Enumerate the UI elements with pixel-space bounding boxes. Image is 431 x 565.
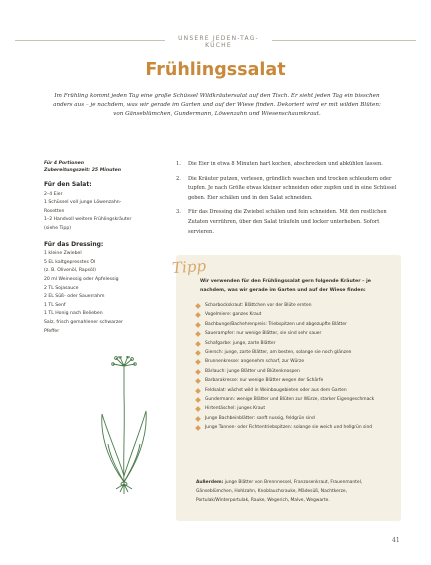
ingredient-item: (z. B. Olivenöl, Rapsöl) (44, 268, 96, 274)
ingredient-item: 20 ml Weinessig oder Apfelessig (44, 276, 119, 282)
ingredient-item: Pfeffer (44, 328, 60, 334)
herb-item (196, 423, 392, 432)
tip-also (196, 478, 392, 505)
herb-item (196, 357, 392, 366)
herb-text: Bachbunge/Bachehrenpreis: Triebspitzen und abgezupfte Blätter (205, 321, 347, 327)
ingredient-item: 2–4 Eier (44, 191, 63, 197)
dressing-ingredient-list (44, 250, 144, 336)
herb-item (196, 348, 392, 357)
herb-text: Brunnenkresse: angenehm scharf, zur Würze (205, 359, 305, 365)
herb-text: Schafgarbe: junge, zarte Blätter (205, 340, 276, 346)
salad-heading: Für den Salat: (44, 181, 92, 188)
herb-text: Gundermann: wenige Blätter und Blüten zur Würze, starker Eigengeschmack (205, 397, 375, 403)
step-text: Die Eier in etwa 8 Minuten hart kochen, abschrecken und abkühlen lassen. (188, 161, 383, 167)
herb-text: Vogelmiere: ganzes Kraut (205, 312, 262, 318)
diamond-bullet-icon (195, 369, 201, 375)
recipe-title: Frühlingssalat (145, 60, 286, 80)
herb-item (196, 339, 392, 348)
tip-label: Tipp (171, 256, 207, 278)
herb-item (196, 386, 392, 395)
ingredient-item: 1 Schüssel voll junge Löwenzahn- (44, 200, 122, 206)
herb-item (196, 320, 392, 329)
diamond-bullet-icon (195, 378, 201, 384)
portions-label: Für 4 Portionen (44, 161, 84, 166)
herb-text: Junge Tannen- oder Fichtentriebspitzen: solange sie weich und hellgrün sind (205, 425, 373, 431)
herb-item (196, 404, 392, 413)
herb-text: Giersch: junge, zarte Blätter, am besten, solange sie noch glänzen (205, 350, 352, 356)
preparation-steps (176, 160, 402, 242)
step-number: 1. (176, 161, 181, 167)
diamond-bullet-icon (195, 303, 201, 309)
header-rule-left (15, 40, 165, 41)
ingredient-item: 5 EL kaltgepresstes Öl (44, 259, 96, 265)
herb-text: Hirtentäschel: junges Kraut (205, 406, 266, 412)
step-text: Für das Dressing die Zwiebel schälen und fein schneiden. Mit den restlichen Zutaten verrühren, über den Salat träufeln und locker unterheben. Sofort servieren. (188, 209, 387, 235)
herb-text: Sauerampfer: nur wenige Blätter, sie sind sehr sauer (205, 331, 322, 337)
diamond-bullet-icon (195, 425, 201, 431)
diamond-bullet-icon (195, 341, 201, 347)
diamond-bullet-icon (195, 350, 201, 356)
ingredient-item: 2 TL Sojasauce (44, 285, 79, 291)
diamond-bullet-icon (195, 360, 201, 366)
diamond-bullet-icon (195, 322, 201, 328)
herb-text: Barbarakresse: nur wenige Blätter wegen der Schärfe (205, 378, 324, 384)
step-number: 2. (176, 175, 181, 182)
herb-text: Scharbockskraut: Blättchen vor der Blüte ernten (205, 303, 312, 308)
ingredient-item: 2 EL Süß- oder Sauerrahm (44, 294, 105, 300)
herb-text: Bärlauch: junge Blätter und Blütenknospen (205, 368, 300, 374)
diamond-bullet-icon (195, 397, 201, 403)
herb-list (196, 301, 392, 433)
ingredient-item: 1–2 Handvoll weitere Frühlingskräuter (44, 217, 132, 223)
herb-item (196, 395, 392, 404)
herb-text: Junge Bachbeinblätter: sanft nussig, feldgrün sind (205, 415, 315, 421)
header-rule-right (272, 40, 416, 41)
wild-garlic-plant-icon (94, 356, 154, 496)
tip-intro: Wir verwenden für den Frühlingssalat gern folgende Kräuter – je nachdem, was wir gerade im Garten und auf der Wiese finden: (200, 279, 371, 293)
diamond-bullet-icon (195, 388, 201, 394)
salad-ingredient-list (44, 191, 144, 234)
step-item (176, 160, 402, 170)
herb-item (196, 310, 392, 319)
step-item (176, 208, 402, 237)
diamond-bullet-icon (195, 416, 201, 422)
diamond-bullet-icon (195, 313, 201, 319)
herb-item (196, 329, 392, 338)
diamond-bullet-icon (195, 331, 201, 337)
diamond-bullet-icon (195, 407, 201, 413)
ingredient-item: Salz, frisch gemahlener schwarzer (44, 319, 123, 325)
ingredient-item: 1 TL Honig nach Belieben (44, 311, 103, 317)
step-item (176, 175, 402, 204)
also-text: junge Blätter von Brennnessel, Franzosenkraut, Frauenmantel, Gänseblümchen, Hohlzahn, Knoblauchsrauke, Mädesüß, Nachtkerze, Portulak/Winterportulak, Rauke, Wegerich, Malve, Wegwarte. (196, 480, 363, 503)
herb-item (196, 367, 392, 376)
dressing-heading: Für das Dressing: (44, 240, 104, 248)
prep-time-label: Zubereitungszeit: 25 Minuten (44, 168, 121, 173)
ingredients-column (44, 160, 144, 336)
ingredient-item: (siehe Tipp) (44, 225, 72, 231)
also-label: Außerdem: (196, 480, 224, 485)
page-number: 41 (392, 537, 400, 544)
ingredient-item: 1 kleine Zwiebel (44, 251, 82, 257)
step-text: Die Kräuter putzen, verlesen, gründlich waschen und trocken schleudern oder tupfen. Je nach Größe etwas kleiner schneiden oder zupfen und in eine Schüssel geben. Eier schälen und in den Salat schneiden. (188, 175, 397, 201)
running-head: UNSERE JEDEN-TAG-KÜCHE (178, 35, 259, 49)
ingredient-item: 1 TL Senf (44, 302, 66, 308)
recipe-intro: Im Frühling kommt jeden Tag eine große Schüssel Wildkräutersalat auf den Tisch. Er sieht jeden Tag ein bisschen anders aus – je nachdem, was wir gerade im Garten und auf der Wiese finden. Dekoriert wird er mit wilden Blüten: von Gänseblümchen, Gundermann, Löwenzahn und Wiesenschaumkraut. (53, 93, 381, 118)
herb-item (196, 376, 392, 385)
herb-text: Feldsalat: wächst wild in Weinbaugebieten oder aus dem Garten (205, 387, 347, 393)
herb-item (196, 301, 392, 310)
ingredient-item: Rosetten (44, 208, 65, 214)
step-number: 3. (176, 209, 181, 216)
herb-item (196, 414, 392, 423)
